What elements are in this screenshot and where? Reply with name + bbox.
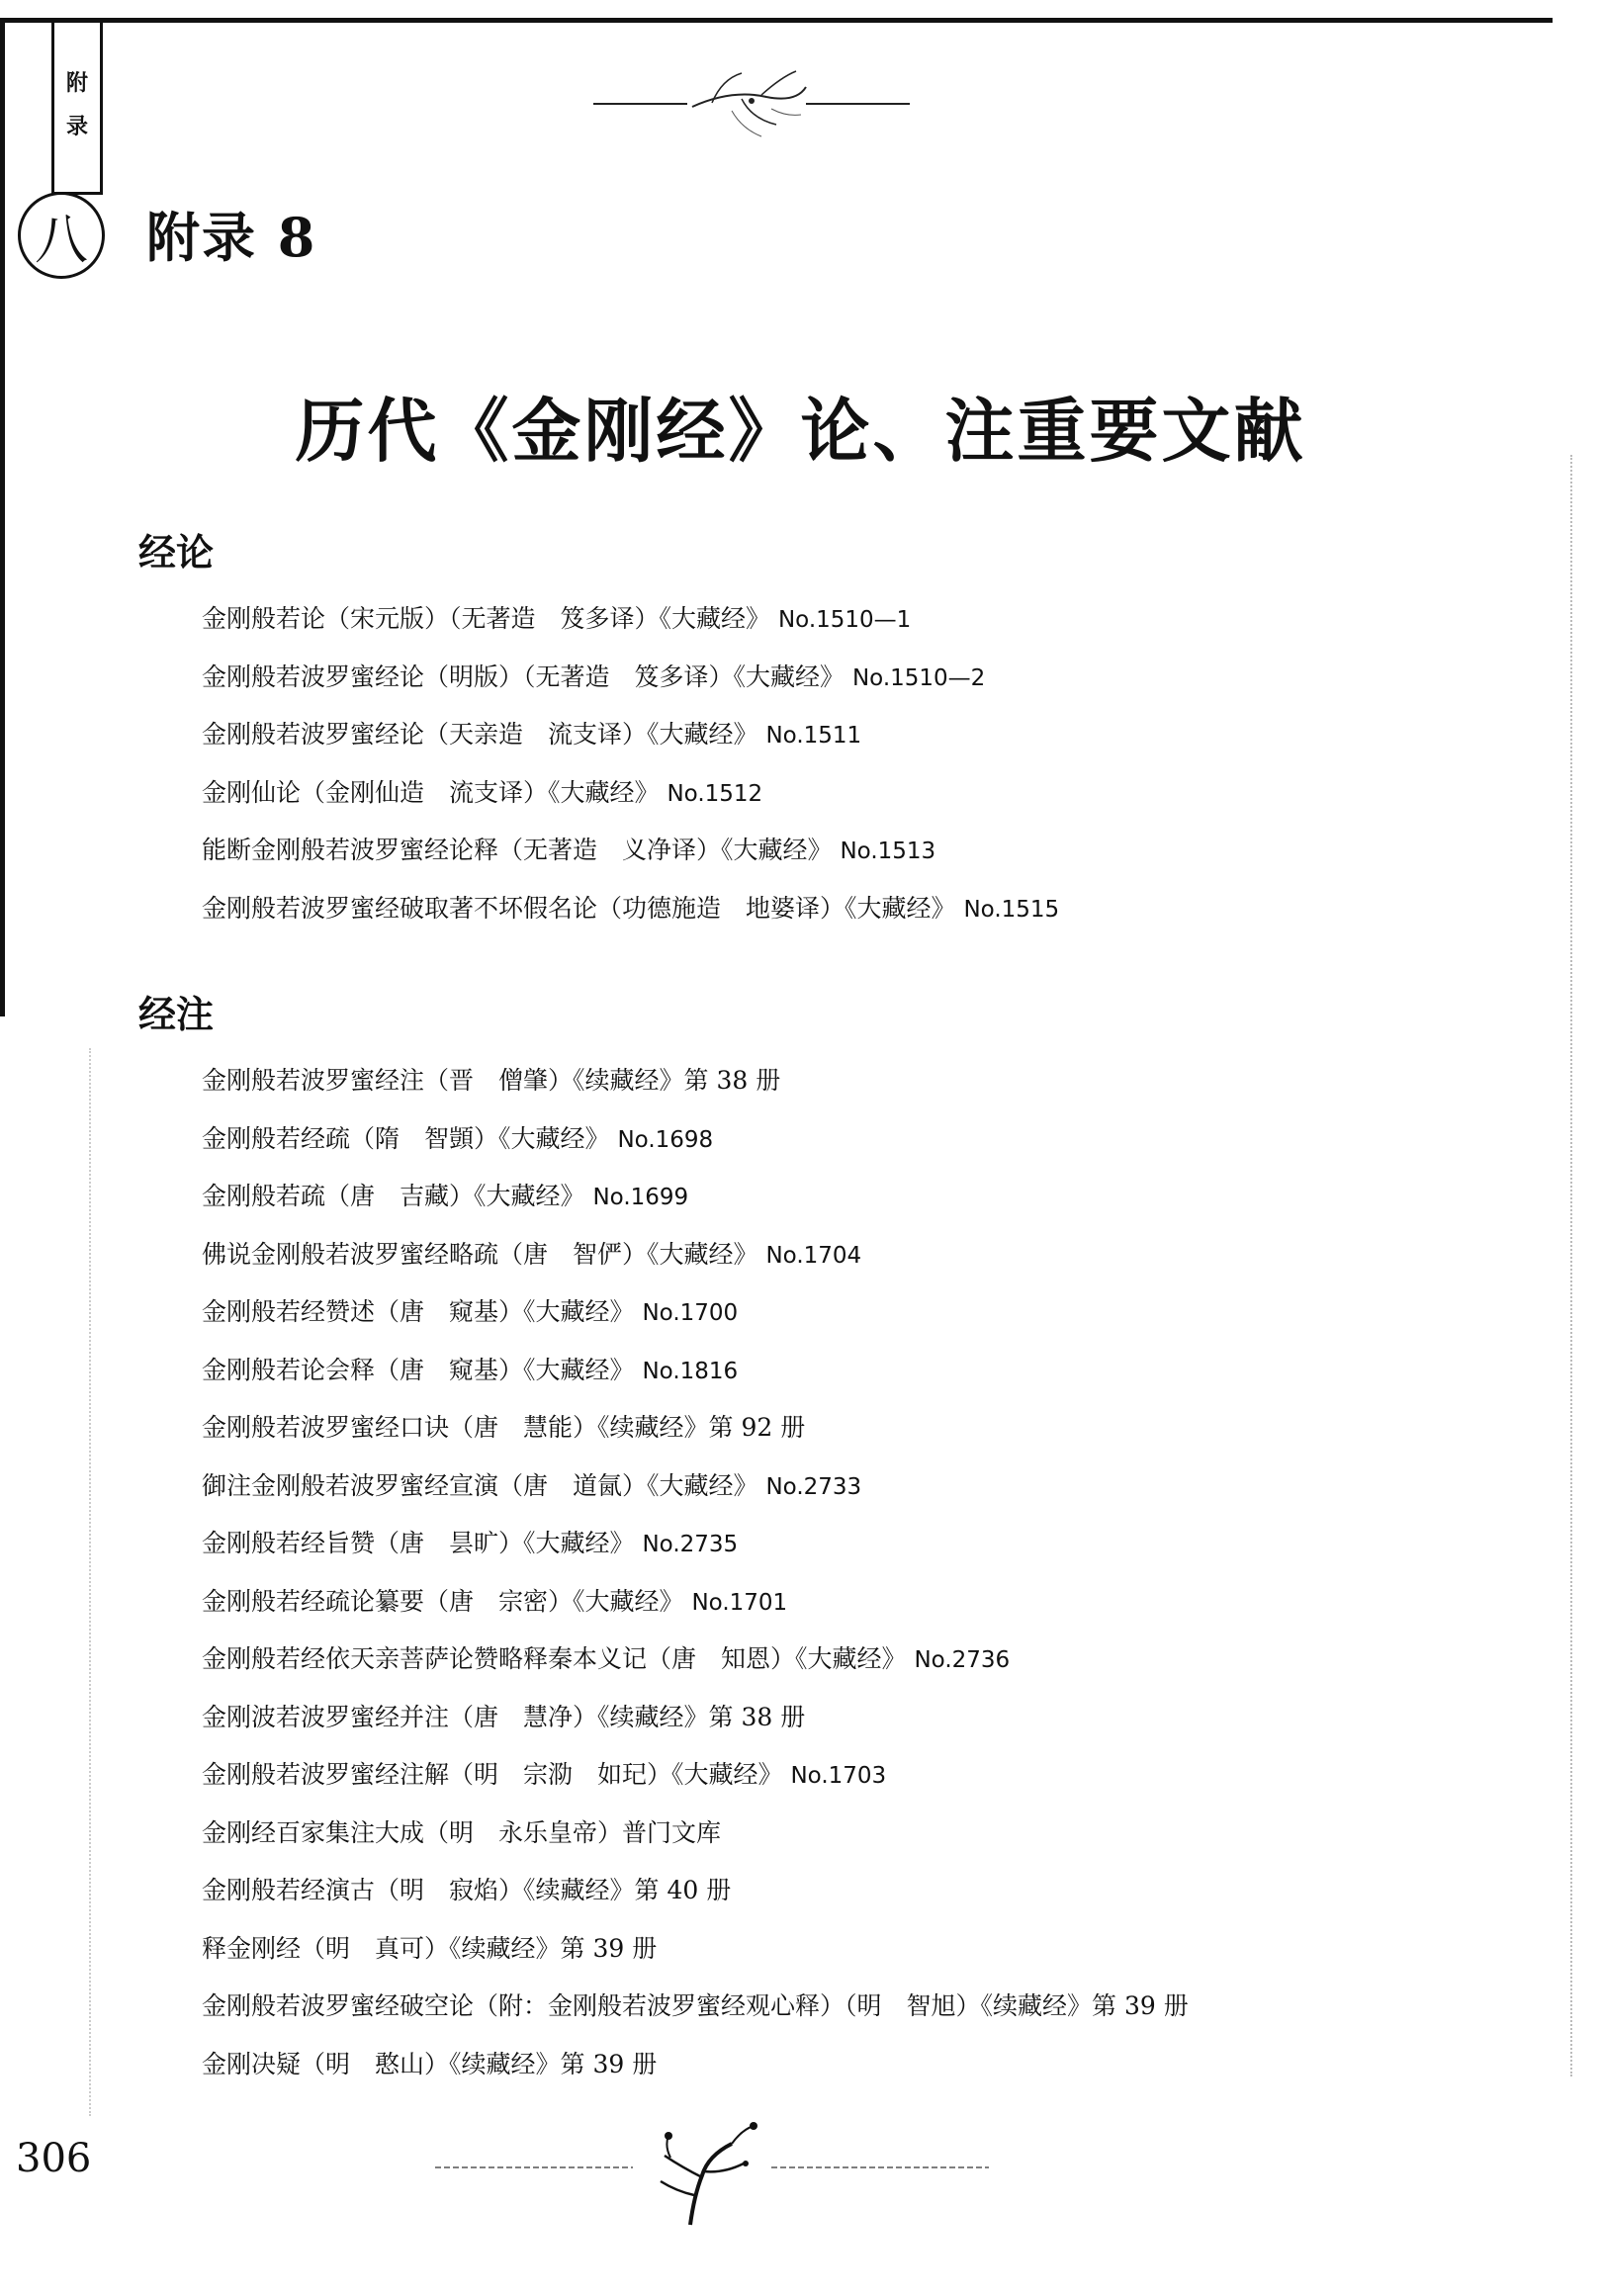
appendix-number-circle: 八 xyxy=(18,192,105,279)
entry-ref: No.1511 xyxy=(765,723,862,749)
entry-text: 金刚般若经疏（隋 智顗）《大藏经》 xyxy=(202,1123,610,1153)
page-number: 306 xyxy=(16,2136,92,2181)
section-jinglun xyxy=(138,522,1543,937)
entry-ref: No.1700 xyxy=(642,1300,739,1326)
list-item xyxy=(138,2036,1543,2094)
list-item xyxy=(138,1110,1543,1169)
entry-list xyxy=(138,590,1543,937)
list-item xyxy=(138,1689,1543,1747)
entry-text: 释金刚经（明 真可）《续藏经》第 39 册 xyxy=(202,1933,658,1963)
list-item xyxy=(138,1862,1543,1920)
entry-ref: No.1704 xyxy=(765,1242,862,1269)
list-item xyxy=(138,822,1543,880)
list-item xyxy=(138,1978,1543,2036)
entry-ref: No.1699 xyxy=(592,1185,689,1210)
left-dotted-margin xyxy=(89,1048,91,2116)
list-item xyxy=(138,764,1543,823)
left-rule xyxy=(0,18,5,1016)
entry-text: 金刚般若经赞述（唐 窥基）《大藏经》 xyxy=(202,1297,635,1326)
list-item xyxy=(138,706,1543,764)
list-item xyxy=(138,1226,1543,1284)
entry-text: 佛说金刚般若波罗蜜经略疏（唐 智俨）《大藏经》 xyxy=(202,1239,758,1269)
entry-text: 金刚般若波罗蜜经论（天亲造 流支译）《大藏经》 xyxy=(202,720,758,749)
appendix-title: 附录 8 xyxy=(146,206,317,269)
entry-ref: No.1703 xyxy=(790,1763,887,1789)
list-item xyxy=(138,1052,1543,1110)
entry-text: 金刚般若经疏论纂要（唐 宗密）《大藏经》 xyxy=(202,1586,684,1616)
list-item xyxy=(138,1573,1543,1632)
entry-ref: No.2735 xyxy=(642,1532,739,1557)
list-item xyxy=(138,1283,1543,1342)
right-dotted-margin xyxy=(1570,455,1572,2076)
document-title: 历代《金刚经》论、注重要文献 xyxy=(295,390,1306,472)
entry-ref: No.1701 xyxy=(691,1589,788,1616)
list-item xyxy=(138,1342,1543,1400)
list-item xyxy=(138,1515,1543,1573)
entry-text: 金刚般若经演古（明 寂焰）《续藏经》第 40 册 xyxy=(202,1876,732,1904)
branch-ornament-icon xyxy=(593,59,910,148)
entry-text: 金刚决疑（明 憨山）《续藏经》第 39 册 xyxy=(202,2049,658,2078)
list-item xyxy=(138,1399,1543,1457)
entry-text: 金刚般若波罗蜜经破空论（附：金刚般若波罗蜜经观心释）（明 智旭）《续藏经》第 39 册 xyxy=(202,1991,1189,2020)
section-heading: 经论 xyxy=(138,531,215,574)
list-item xyxy=(138,880,1543,938)
entry-text: 金刚般若波罗蜜经口诀（唐 慧能）《续藏经》第 92 册 xyxy=(202,1413,806,1442)
top-rule xyxy=(0,18,1553,23)
entry-text: 御注金刚般若波罗蜜经宣演（唐 道氤）《大藏经》 xyxy=(202,1470,758,1500)
section-jingzhu xyxy=(138,984,1543,2093)
entry-ref: No.1510—2 xyxy=(851,664,986,691)
list-item xyxy=(138,590,1543,649)
side-tab-line1: 附 xyxy=(65,70,88,96)
entry-ref: No.2736 xyxy=(914,1647,1011,1673)
entry-text: 金刚般若波罗蜜经注解（明 宗泐 如玘）《大藏经》 xyxy=(202,1760,783,1789)
entry-text: 金刚般若疏（唐 吉藏）《大藏经》 xyxy=(202,1182,585,1210)
entry-text: 金刚般若论（宋元版）（无著造 笈多译）《大藏经》 xyxy=(202,604,771,633)
entry-list xyxy=(138,1052,1543,2093)
entry-ref: No.2733 xyxy=(765,1473,862,1500)
entry-text: 金刚般若经旨赞（唐 昙旷）《大藏经》 xyxy=(202,1529,635,1557)
list-item xyxy=(138,1631,1543,1689)
entry-text: 金刚般若波罗蜜经破取著不坏假名论（功德施造 地婆译）《大藏经》 xyxy=(202,893,956,923)
list-item xyxy=(138,649,1543,707)
entry-text: 金刚仙论（金刚仙造 流支译）《大藏经》 xyxy=(202,777,660,807)
entry-ref: No.1513 xyxy=(840,839,936,864)
entry-text: 金刚般若波罗蜜经论（明版）（无著造 笈多译）《大藏经》 xyxy=(202,662,845,691)
list-item xyxy=(138,1457,1543,1516)
entry-ref: No.1515 xyxy=(963,896,1060,923)
side-tab xyxy=(51,18,103,195)
entry-ref: No.1510—1 xyxy=(777,607,912,633)
entry-text: 金刚般若经依天亲菩萨论赞略释秦本义记（唐 知恩）《大藏经》 xyxy=(202,1644,907,1673)
branch-ornament-bottom-icon xyxy=(435,2116,989,2235)
section-heading: 经注 xyxy=(138,993,215,1036)
entry-ref: No.1698 xyxy=(617,1126,714,1153)
list-item xyxy=(138,1746,1543,1805)
entry-ref: No.1816 xyxy=(642,1358,739,1384)
entry-ref: No.1512 xyxy=(667,780,763,807)
entry-text: 金刚经百家集注大成（明 永乐皇帝）普门文库 xyxy=(202,1817,722,1847)
side-tab-line2: 录 xyxy=(65,114,88,139)
list-item xyxy=(138,1805,1543,1863)
entry-text: 能断金刚般若波罗蜜经论释（无著造 义净译）《大藏经》 xyxy=(202,836,833,864)
list-item xyxy=(138,1168,1543,1226)
list-item xyxy=(138,1920,1543,1979)
entry-text: 金刚波若波罗蜜经并注（唐 慧净）《续藏经》第 38 册 xyxy=(202,1702,806,1731)
entry-text: 金刚般若波罗蜜经注（晋 僧肇）《续藏经》第 38 册 xyxy=(202,1066,781,1095)
entry-text: 金刚般若论会释（唐 窥基）《大藏经》 xyxy=(202,1355,635,1384)
